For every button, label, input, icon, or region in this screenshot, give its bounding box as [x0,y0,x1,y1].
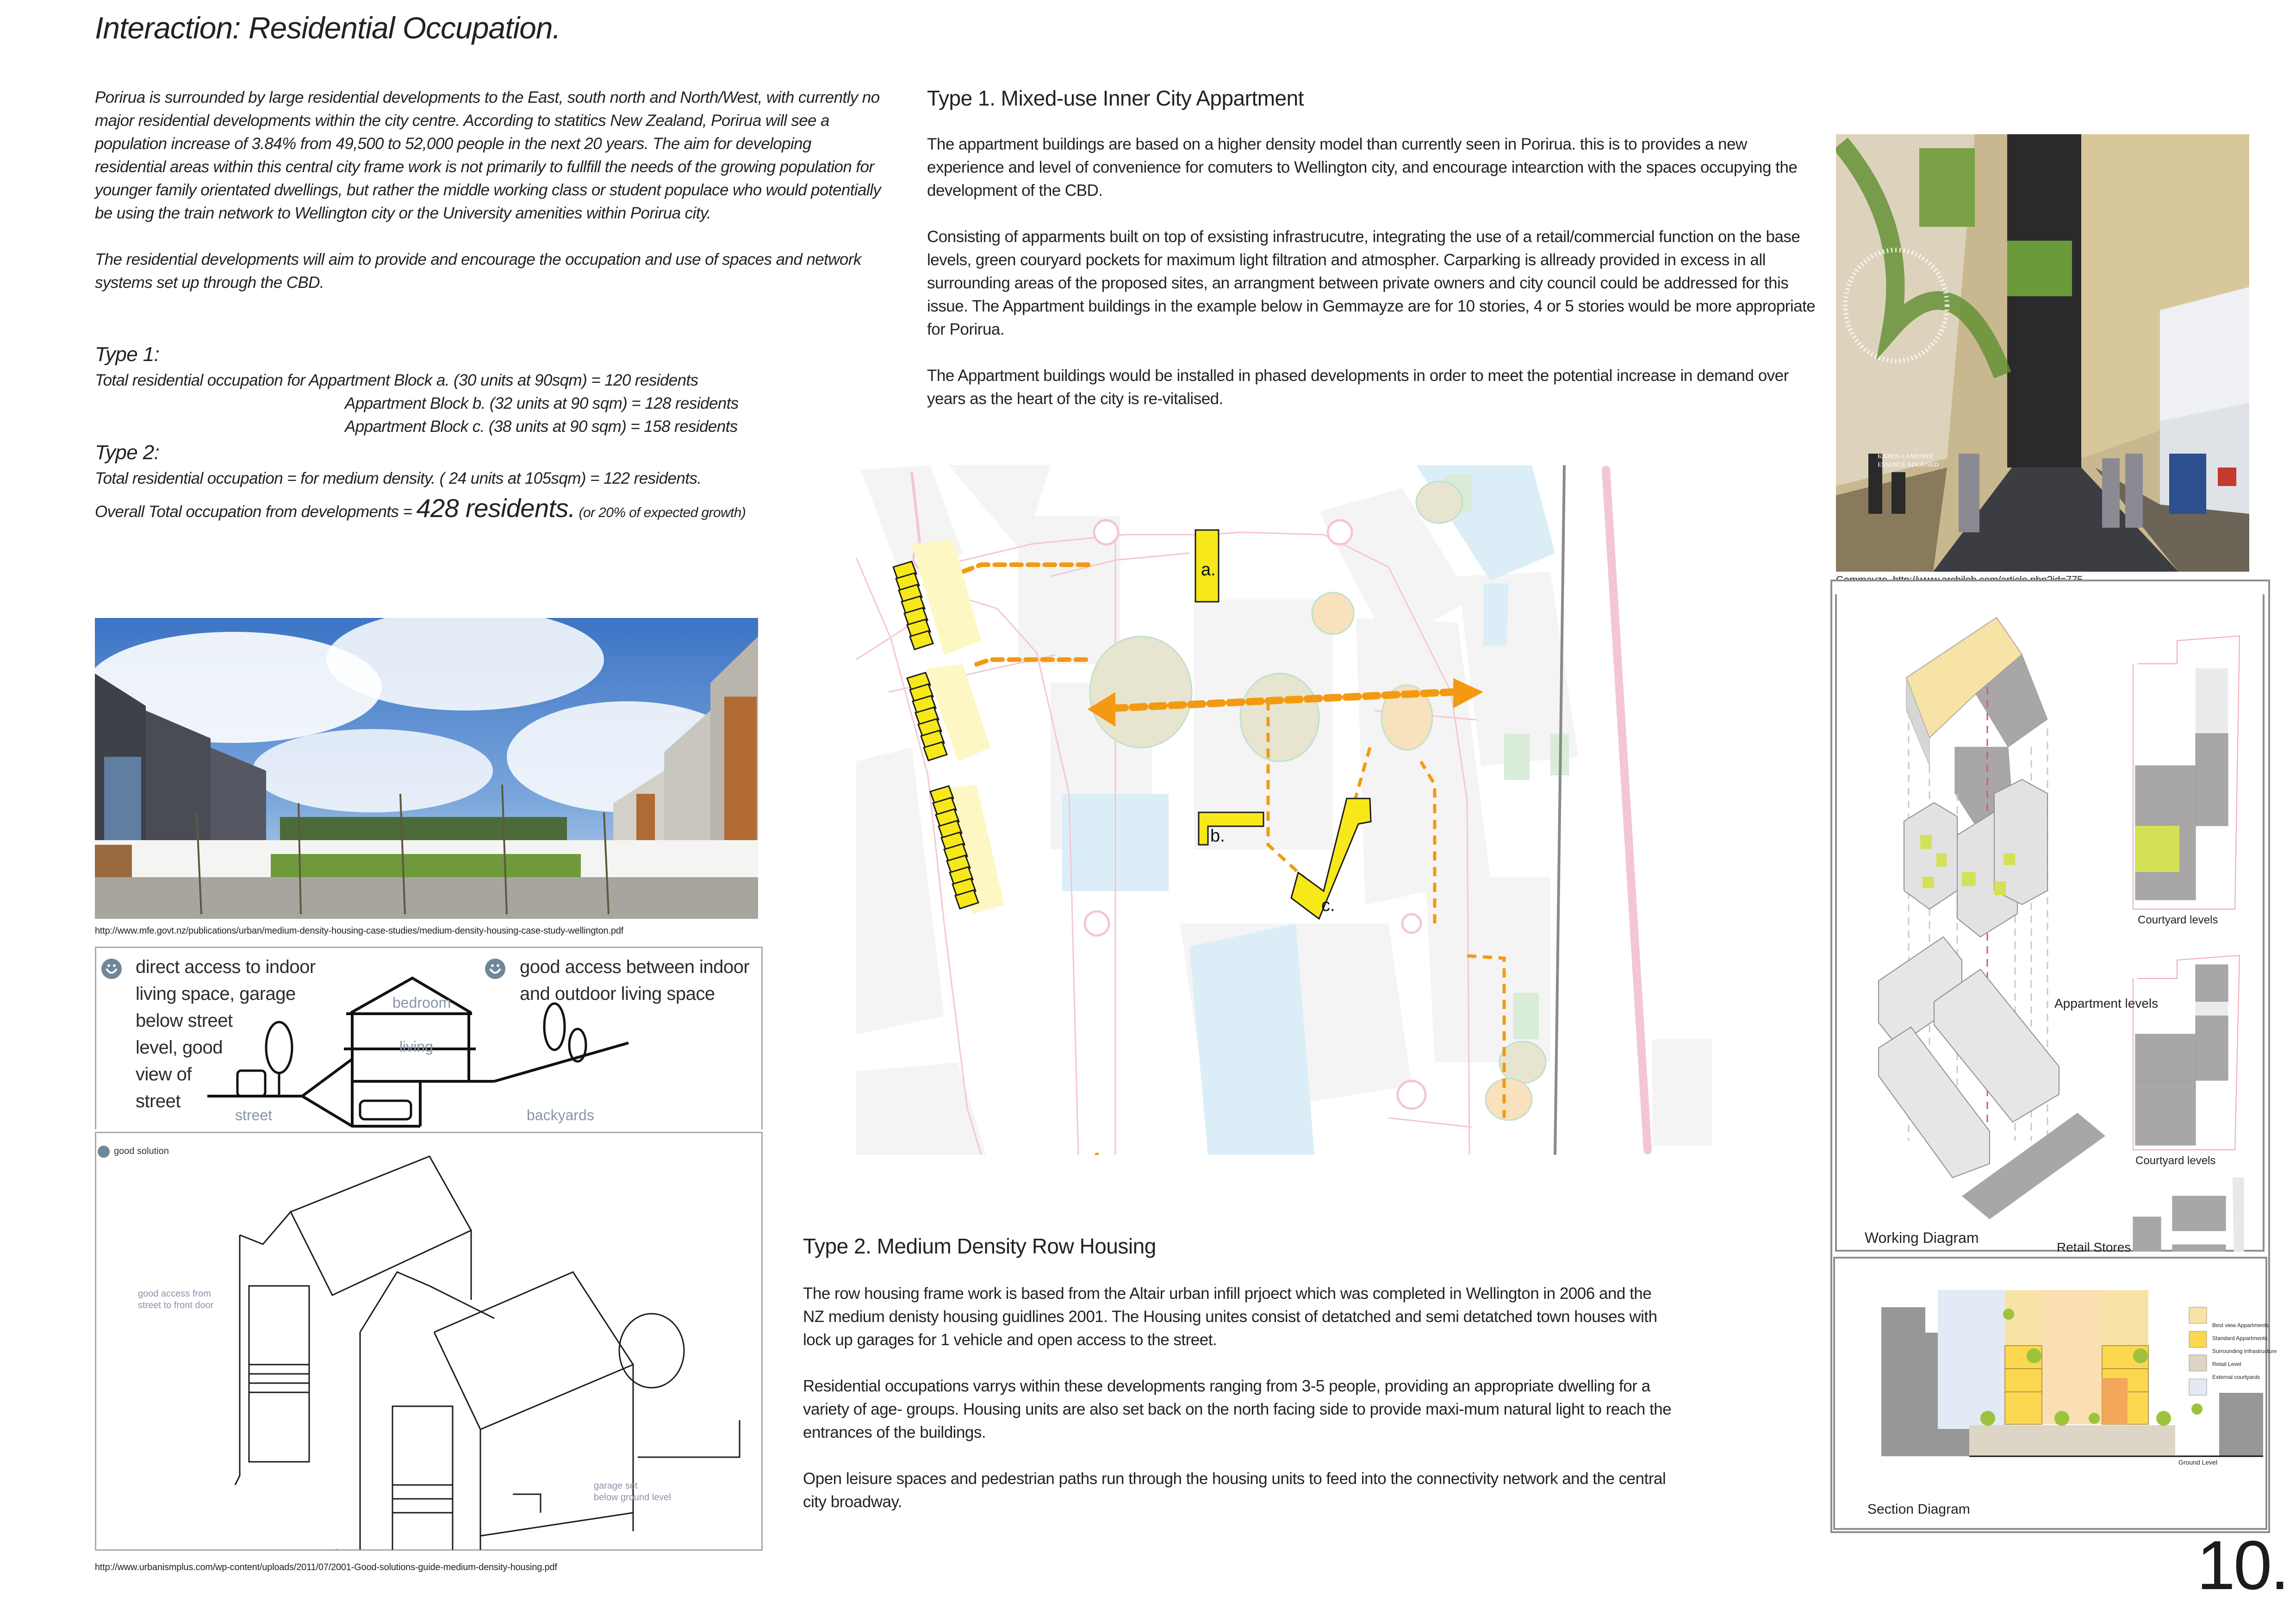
plan-caption: Courtyard levels [2138,914,2218,926]
intro-text [95,86,882,318]
room-label-bedroom: bedroom [392,994,451,1011]
site-map-drawing [856,461,1736,1155]
section-legend [2212,1319,2277,1384]
legend-label: Retail Level [2212,1361,2241,1367]
block-label-c: c. [1321,896,1335,915]
section-note-right: good access between indoor and outdoor living space [520,957,750,1004]
iso-note-right: garage set below ground level [594,1481,671,1503]
type2-paragraph: Open leisure spaces and pedestrian paths run through the housing units to feed into the connectivity network and the central city broadway. [803,1470,1666,1511]
type1-paragraph: The Appartment buildings would be installed in phased developments in order to meet the potential increase in demand over years as the heart of the city is re-vitalised. [927,367,1789,408]
section-diagram-frame [1833,1257,2277,1530]
occupation-line: Total residential occupation = for medium density. ( 24 units at 105sqm) = 122 residents. [95,469,702,487]
altair-photo [95,618,758,919]
ground-label-backyards: backyards [527,1107,594,1123]
intro-paragraph: Porirua is surrounded by large residential developments to the East, south north and North/West, with currently no major residential developments within the city centre. According to statitics New Zealand, Porirua will see a population increase of 3.84% from 49,500 to 52,000 people in the next 20 years. The aim for developing residential areas within this central city frame work is not primarily to fullfill the needs of the growing population for younger family orientated dwellings, but rather the middle working class or student populace who would potentially be using the train network to Wellington city or the University amenities within Porirua city. [95,88,881,222]
occupation-line: Appartment Block b. (32 units at 90 sqm) = 128 residents [345,394,739,412]
smiley-icon [485,959,505,979]
section-label-retail-stores: Retail Stores [2057,1240,2131,1254]
type2-body [803,1282,1673,1537]
total-value: 428 residents. [416,493,575,523]
occupation-summary [95,340,909,524]
type2-paragraph: Residential occupations varrys within these developments ranging from 3-5 people, providing an appropriate dwelling for a variety of age- groups. Housing units are also set back on the north facing side to provide maxi-mum natural light to reach the entrances of the buildings. [803,1377,1672,1441]
type1-heading: Type 1. Mixed-use Inner City Appartment [927,86,1304,110]
working-diagram-panel [1835,594,2265,1252]
legend-label: Standard Appartments [2212,1335,2268,1341]
legend-label: Surrounding Infrastructure [2212,1348,2277,1354]
smiley-icon [98,1146,110,1158]
occupation-line: Total residential occupation for Appartment Block a. (30 units at 90sqm) = 120 residents [95,371,698,389]
ground-label-street: street [235,1107,273,1123]
site-map [856,461,1736,1155]
section-diagram-drawing [1835,1259,2265,1529]
good-solution-badge: good solution [114,1146,169,1156]
section-sketch-panel [95,947,763,1129]
render-sign: KAREN LAMONTE ESSENCE ADORNED [1878,453,1939,468]
type1-occupation-heading: Type 1: [95,343,160,366]
ground-level-label: Ground Level [2178,1459,2218,1466]
occupation-line: Appartment Block c. (38 units at 90 sqm) = 158 residents [345,418,738,436]
section-legend-swatches [2189,1307,2207,1415]
working-diagram-title: Working Diagram [1865,1229,1979,1246]
section-diagram-title: Section Diagram [1867,1502,1970,1517]
iso-note-left: good access from street to front door [138,1289,214,1310]
block-label-b: b. [1210,826,1225,846]
page-number: 10. [2196,1526,2288,1604]
smiley-icon [101,959,122,979]
section-label-appartment-levels: Appartment levels [2054,996,2159,1010]
altair-photo-illustration [95,618,758,919]
type1-paragraph: The appartment buildings are based on a higher density model than currently seen in Porirua. this is to provides a new experience and level of convenience for comuters to Wellington city, and encourage intearction with the spaces occupying the development of the CBD. [927,135,1798,200]
page-title: Interaction: Residential Occupation. [95,11,560,45]
photo-caption: http://www.mfe.govt.nz/publications/urban/medium-density-housing-case-studies/medium-density-housing-case-study-wellington.pdf [95,926,624,936]
block-label-a: a. [1201,560,1216,580]
section-note-left: direct access to indoor living space, garage below street level, good view of street [136,957,316,1111]
isometric-sketch-panel [95,1132,763,1551]
overall-total [95,493,909,524]
gemmayze-render-illustration [1836,134,2249,572]
total-prefix: Overall Total occupation from developments = [95,503,417,521]
gemmayze-render [1836,134,2249,572]
type2-occupation-heading: Type 2: [95,441,160,464]
legend-label: Best view Appartments [2212,1322,2269,1328]
type1-body [927,133,1825,434]
total-suffix: (or 20% of expected growth) [575,505,746,520]
iso-caption: http://www.urbanismplus.com/wp-content/uploads/2011/07/2001-Good-solutions-guide-medium-density-housing.pdf [95,1562,557,1572]
plan-caption: Courtyard levels [2135,1154,2216,1167]
type1-paragraph: Consisting of apparments built on top of exsisting infrastrucutre, integrating the use of a retail/commercial function on the base levels, green couryard pockets for maximum light filtration and atmospher. Carparking is allready provided in excess in all surrounding areas of the proposed sites, an arrangment between private owners and city council could be addressed for this issue. The Appartment buildings in the example below in Gemmayze are for 10 stories, 4 or 5 stories would be more appropriate for Porirua. [927,228,1816,338]
intro-paragraph: The residential developments will aim to provide and encourage the occupation and use of spaces and network systems set up through the CBD. [95,250,861,292]
room-label-living: living [399,1038,433,1055]
legend-label: External courtyards [2212,1374,2260,1380]
type2-paragraph: The row housing frame work is based from the Altair urban infill prjoect which was completed in Wellington in 2006 and the NZ medium denisty housing guidlines 2001. The Housing unites consist of detatched and semi detatched town houses with lock up garages for 1 vehicle and open access to the street. [803,1285,1657,1349]
type2-heading: Type 2. Medium Density Row Housing [803,1234,1156,1258]
